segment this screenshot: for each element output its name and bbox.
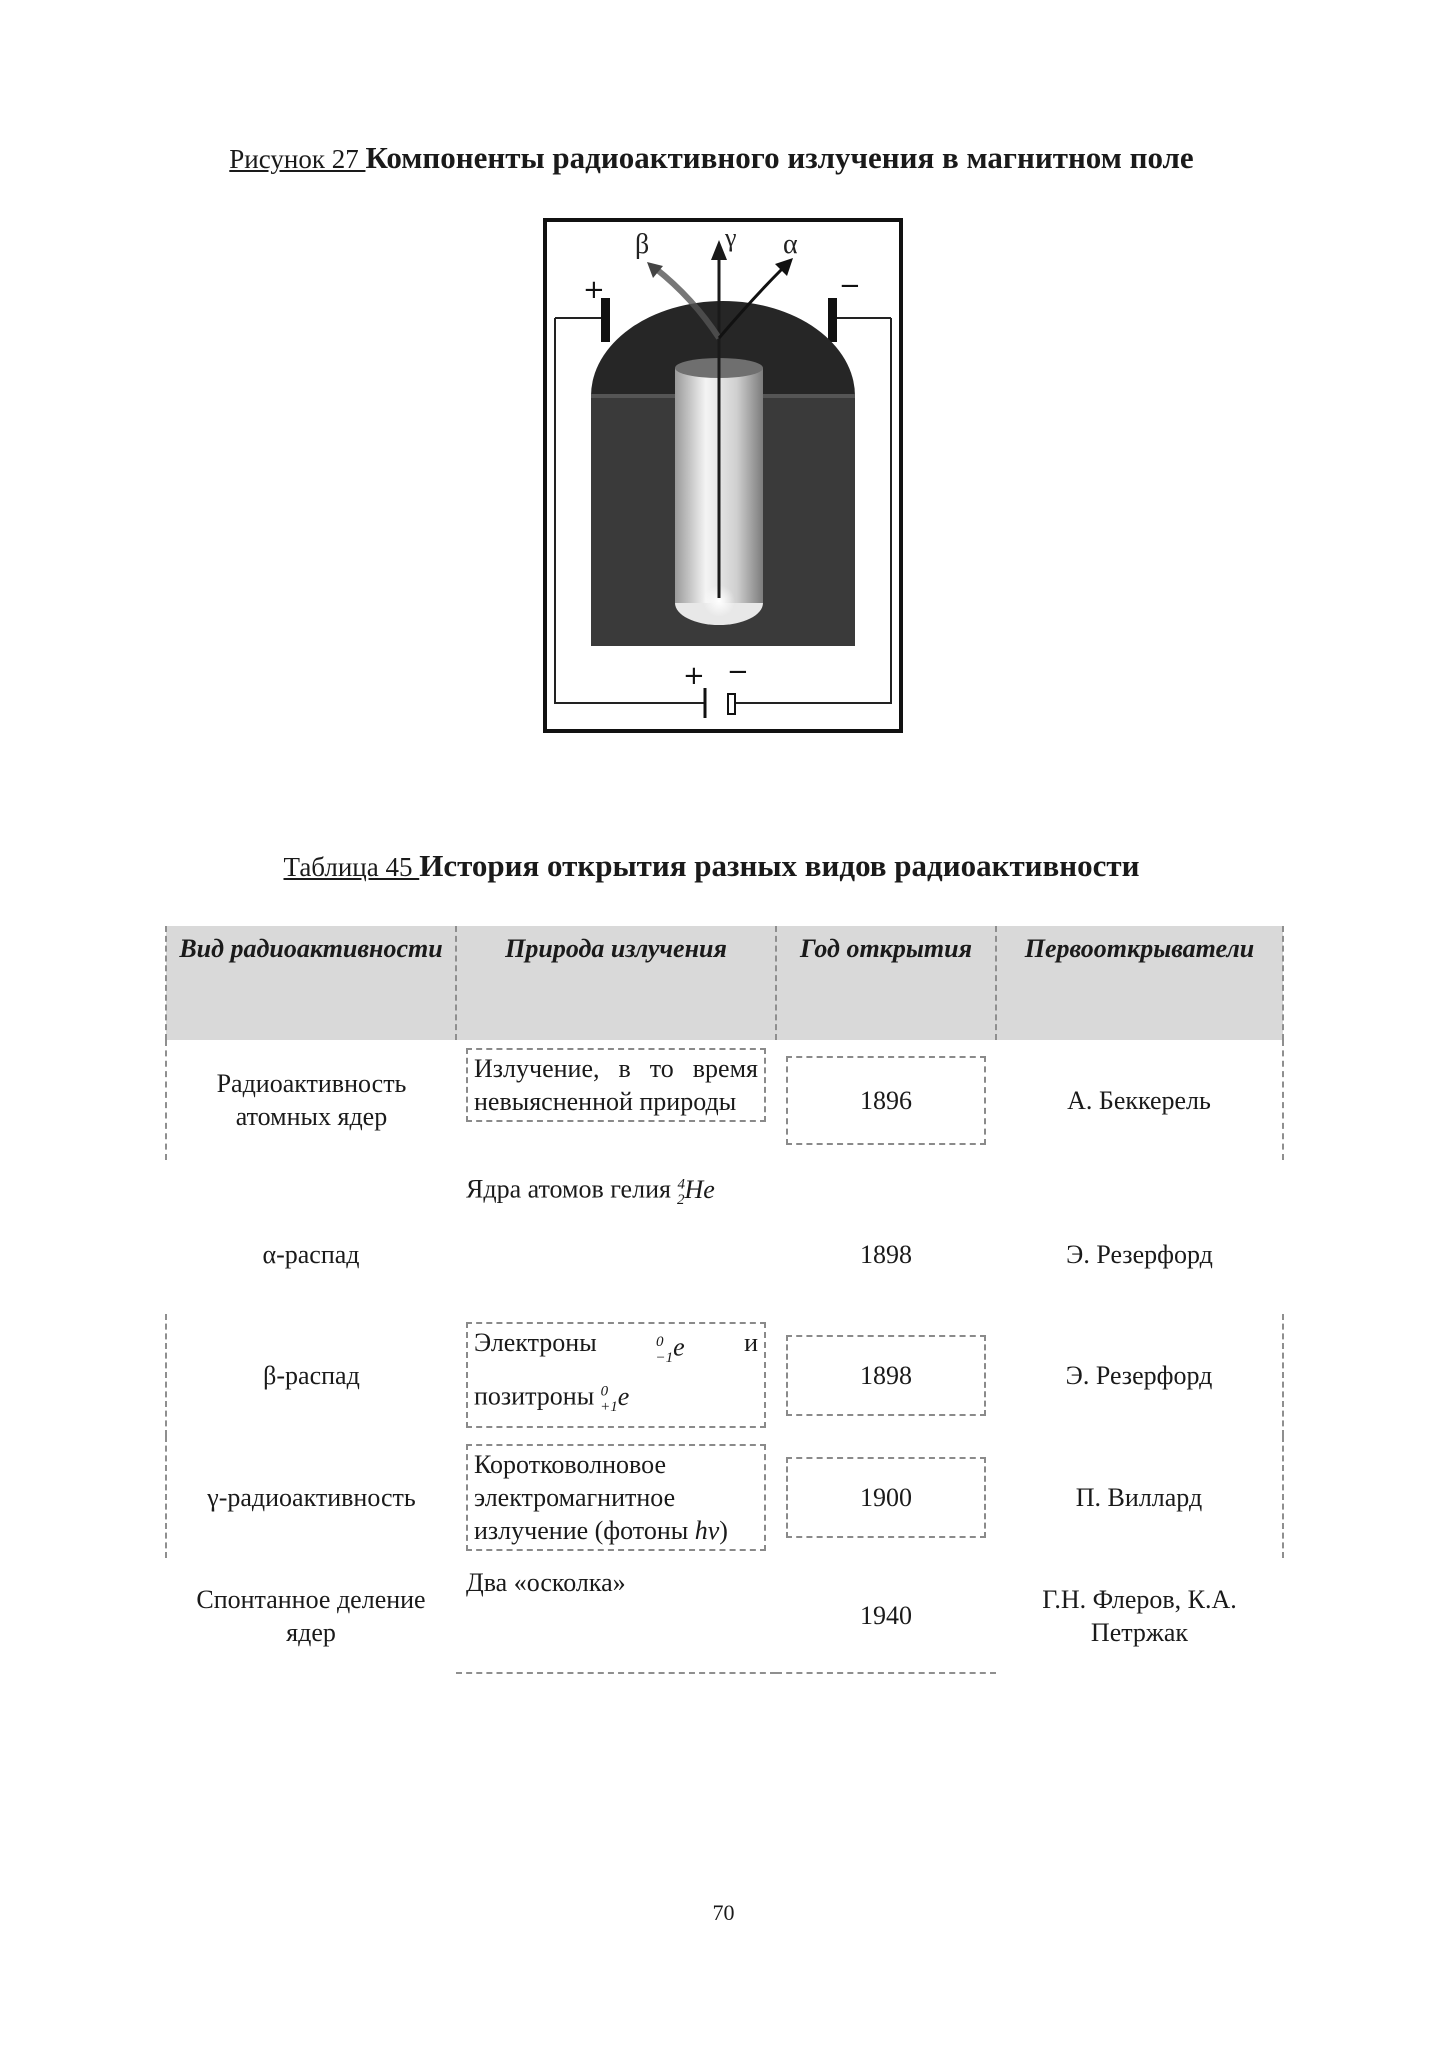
cell-discoverer: Э. Резерфорд xyxy=(996,1314,1283,1436)
cell-nature xyxy=(456,1160,776,1314)
page-number: 70 xyxy=(712,1900,735,1925)
cell-year: 1898 xyxy=(776,1314,996,1436)
cell-year xyxy=(776,1040,996,1160)
cell-nature: Коротковолновое электромагнитное излучение (фотоны hv) xyxy=(456,1436,776,1558)
beta-label: β xyxy=(635,229,650,260)
figure-caption-prefix: Рисунок 27 xyxy=(229,144,366,174)
positron-formula: $^0_{+1}$e xyxy=(600,1381,630,1415)
cell-discoverer: Г.Н. Флеров, К.А. Петржак xyxy=(1042,1584,1237,1647)
cell-type: α-распад xyxy=(262,1239,360,1269)
plate-negative xyxy=(828,298,837,342)
table-row xyxy=(166,1160,1283,1314)
header-type: Вид радиоактивности xyxy=(166,926,456,1040)
table-header-row xyxy=(166,926,1283,1040)
table-caption-title: История открытия разных видов радиоактивности xyxy=(419,848,1140,883)
cell-discoverer: П. Виллард xyxy=(996,1436,1283,1558)
header-year: Год открытия xyxy=(776,926,996,1040)
gamma-label: γ xyxy=(725,223,737,252)
cell-year-text: 1896 xyxy=(786,1056,986,1145)
table-row xyxy=(166,1040,1283,1160)
header-discoverers: Первооткрыватели xyxy=(996,926,1283,1040)
discovery-table xyxy=(165,926,1282,1674)
plate-minus-label: − xyxy=(839,271,861,301)
radiation-figure xyxy=(543,218,903,733)
cell-year: 1900 xyxy=(776,1436,996,1558)
cell-type: Спонтанное деление ядер xyxy=(196,1584,426,1647)
cell-nature xyxy=(456,1040,776,1160)
electrons-label: Электроны xyxy=(474,1328,597,1357)
battery-plus-label: + xyxy=(683,661,705,691)
table-row xyxy=(166,1436,1283,1558)
electron-formula: $^0_{-1}$e xyxy=(655,1332,685,1366)
cell-nature: Два «осколка» xyxy=(456,1558,776,1673)
cell-nature-text: Коротковолновое электромагнитное излучение (фотоны xyxy=(474,1450,689,1545)
cell-year: 1898 xyxy=(860,1239,912,1269)
header-nature: Природа излучения xyxy=(456,926,776,1040)
positrons-label: позитроны xyxy=(474,1381,595,1411)
cell-discoverer: А. Беккерель xyxy=(996,1040,1283,1160)
radiation-diagram xyxy=(543,218,903,733)
cell-type: β-распад xyxy=(166,1314,456,1436)
figure-caption-title: Компоненты радиоактивного излучения в магнитном поле xyxy=(365,140,1194,175)
cell-nature xyxy=(456,1314,776,1436)
figure-caption xyxy=(0,140,1435,177)
and-label: и xyxy=(744,1328,758,1357)
alpha-label: α xyxy=(783,229,798,260)
cell-type: γ-радиоактивность xyxy=(166,1436,456,1558)
cell-discoverer: Э. Резерфорд xyxy=(1066,1239,1213,1269)
table-row xyxy=(166,1558,1283,1673)
battery-short-plate xyxy=(728,694,735,714)
cell-type: Радиоактивность атомных ядер xyxy=(166,1040,456,1160)
helium-formula: $^4_2$He xyxy=(676,1174,715,1208)
photon-formula: hv xyxy=(694,1516,720,1545)
cell-nature-text: Ядра атомов гелия xyxy=(466,1174,671,1204)
battery-minus-label: − xyxy=(727,657,749,687)
table-row xyxy=(166,1314,1283,1436)
cell-nature-text: Излучение, в то время невыясненной природы xyxy=(466,1048,766,1122)
plate-plus-label: + xyxy=(583,275,605,305)
table-caption-prefix: Таблица 45 xyxy=(283,852,420,882)
table-caption xyxy=(0,848,1435,885)
cell-year: 1940 xyxy=(776,1558,996,1673)
